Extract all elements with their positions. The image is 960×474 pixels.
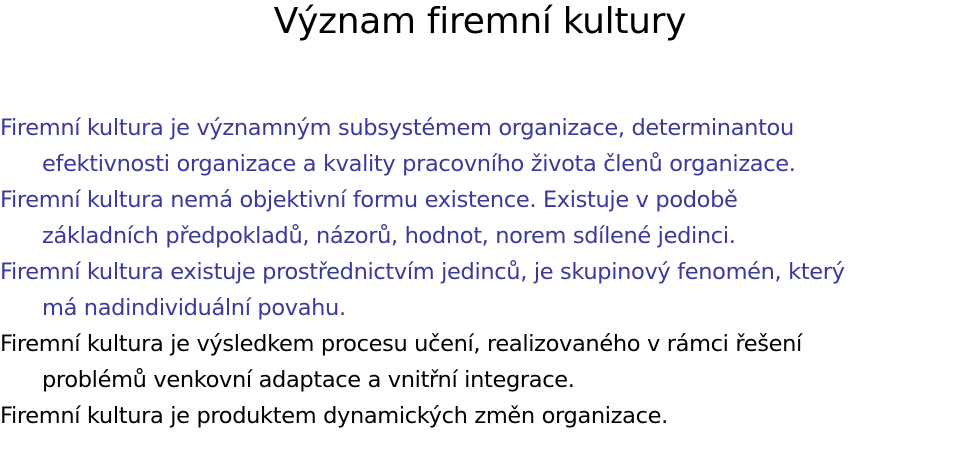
paragraph-2-line-2: základních předpokladů, názorů, hodnot, norem sdílené jedinci. [42,223,736,249]
paragraph-2-line-1: Firemní kultura nemá objektivní formu existence. Existuje v podobě [0,187,738,213]
paragraph-5 [0,398,960,435]
paragraph-1-line-2: efektivnosti organizace a kvality pracovního života členů organizace. [42,151,796,177]
paragraph-1-line-1: Firemní kultura je významným subsystémem organizace, determinantou [0,115,794,141]
paragraph-4 [0,326,960,398]
paragraph-4-line-2: problémů venkovní adaptace a vnitřní integrace. [42,367,575,393]
paragraph-3-line-1: Firemní kultura existuje prostřednictvím jedinců, je skupinový fenomén, který [0,259,845,285]
paragraph-2 [0,182,960,254]
slide-title: Význam firemní kultury [273,1,687,42]
paragraph-3-line-2: má nadindividuální povahu. [42,295,346,321]
paragraph-1 [0,110,960,182]
paragraph-5-line-1: Firemní kultura je produktem dynamických změn organizace. [0,403,668,429]
paragraph-4-line-1: Firemní kultura je výsledkem procesu učení, realizovaného v rámci řešení [0,331,802,357]
paragraph-3 [0,254,960,326]
slide-body [0,110,960,435]
